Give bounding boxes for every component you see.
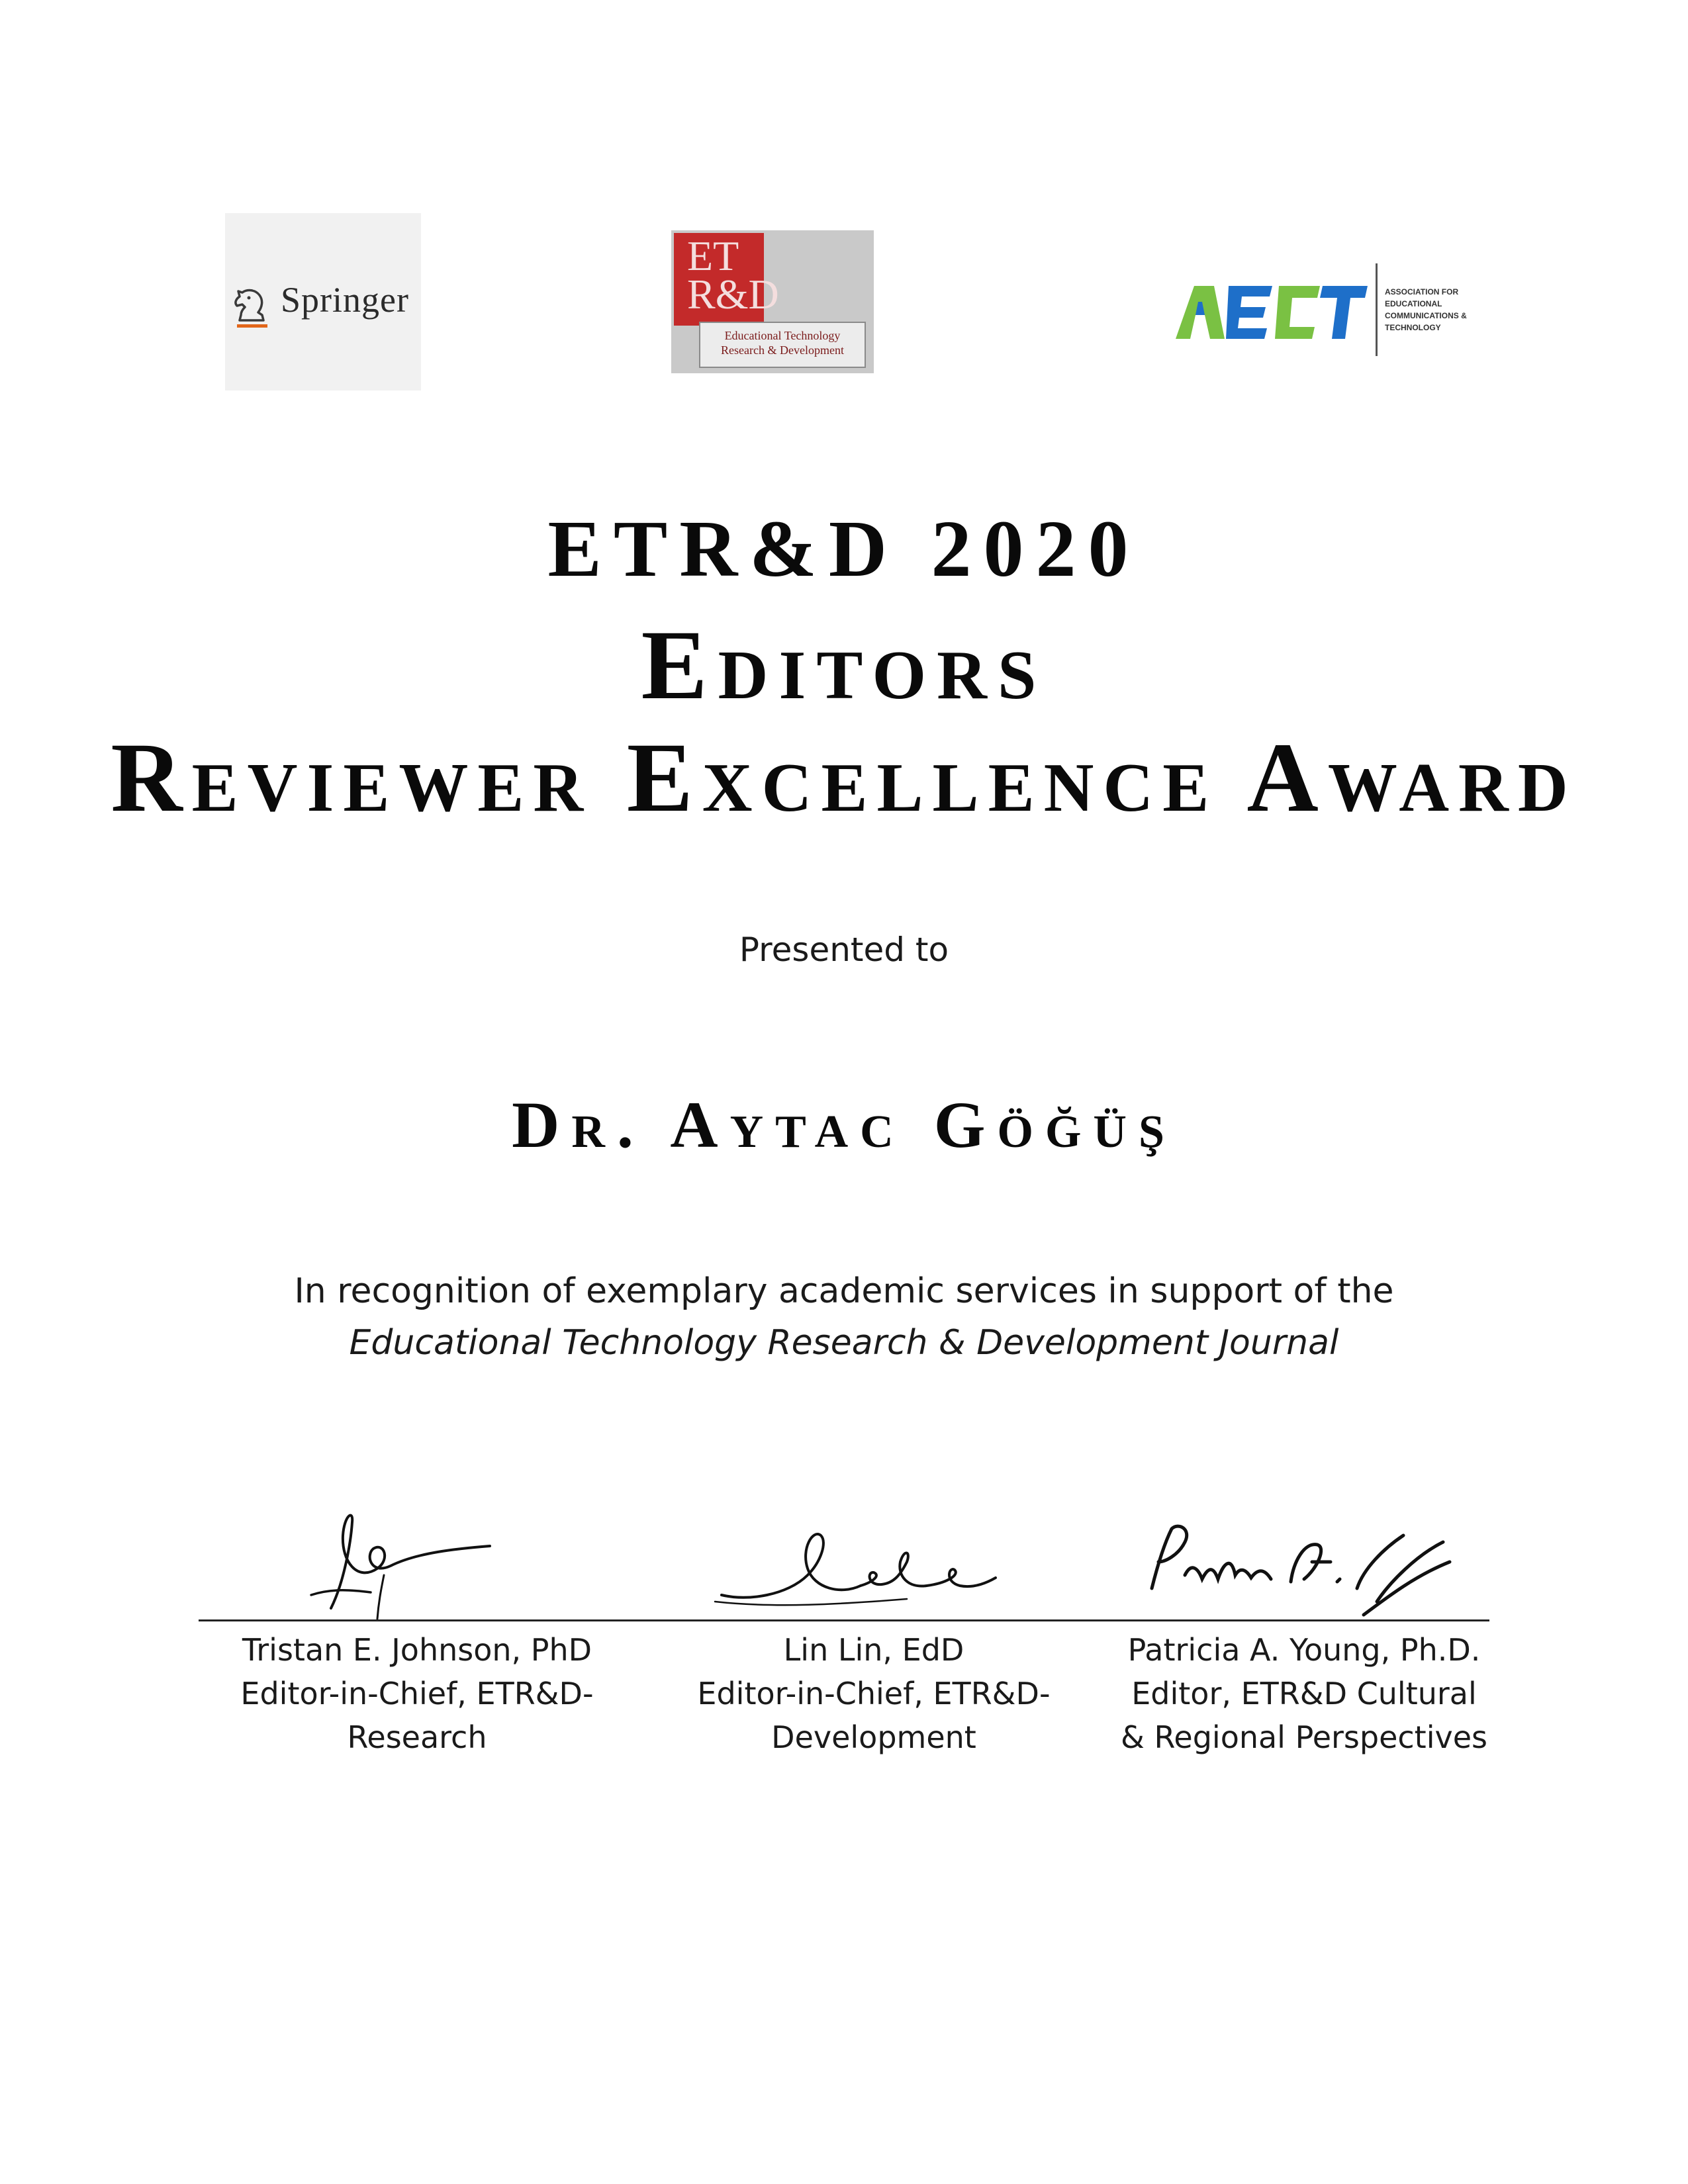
signer-block bbox=[1119, 1628, 1489, 1759]
etrd-letters-bottom: R&D bbox=[687, 271, 779, 318]
etrd-caption-box bbox=[699, 322, 866, 368]
signature-line bbox=[199, 1619, 1489, 1621]
aect-tagline-line4: TECHNOLOGY bbox=[1385, 323, 1441, 332]
springer-logo bbox=[225, 213, 421, 390]
etrd-letters bbox=[687, 232, 779, 318]
aect-divider bbox=[1376, 263, 1378, 356]
aect-logo bbox=[1176, 263, 1467, 356]
award-title-name: Reviewer Excellence Award bbox=[111, 723, 1577, 833]
presented-to-label: Presented to bbox=[739, 931, 949, 969]
signer-role: Editor, ETR&D Cultural bbox=[1131, 1676, 1477, 1711]
recipient-name: Dr. Aytac Göğüş bbox=[512, 1088, 1176, 1161]
recognition-statement bbox=[0, 1265, 1688, 1369]
springer-wordmark: Springer bbox=[281, 280, 409, 320]
signer-role: Editor-in-Chief, ETR&D- bbox=[697, 1676, 1051, 1711]
etrd-caption-line2: Research & Development bbox=[721, 343, 844, 357]
chess-knight-icon bbox=[225, 279, 278, 332]
etrd-caption-line1: Educational Technology bbox=[724, 329, 841, 342]
signer-name: Tristan E. Johnson, PhD bbox=[242, 1632, 592, 1668]
aect-tagline bbox=[1385, 286, 1471, 334]
signer-role-continued: & Regional Perspectives bbox=[1121, 1719, 1487, 1755]
etrd-letters-top: ET bbox=[687, 232, 739, 279]
award-title-editors: Editors bbox=[641, 610, 1047, 720]
aect-tagline-line3: COMMUNICATIONS & bbox=[1385, 311, 1467, 320]
signer-role-continued: Development bbox=[771, 1719, 976, 1755]
award-title-year: ETR&D 2020 bbox=[547, 504, 1141, 594]
signer-role-continued: Research bbox=[347, 1719, 487, 1755]
signature-lin-lin bbox=[708, 1522, 1000, 1615]
signature-patricia-young bbox=[1139, 1516, 1456, 1628]
etrd-logo bbox=[671, 230, 874, 373]
signer-block bbox=[232, 1628, 602, 1759]
signer-name: Lin Lin, EdD bbox=[783, 1632, 964, 1668]
journal-name: Educational Technology Research & Development Journal bbox=[349, 1323, 1339, 1363]
signer-role: Editor-in-Chief, ETR&D- bbox=[240, 1676, 594, 1711]
signer-block bbox=[688, 1628, 1059, 1759]
recognition-line: In recognition of exemplary academic services in support of the bbox=[294, 1271, 1394, 1311]
signature-tristan-johnson bbox=[305, 1502, 503, 1621]
signer-name: Patricia A. Young, Ph.D. bbox=[1127, 1632, 1481, 1668]
aect-tagline-line1: ASSOCIATION FOR bbox=[1385, 287, 1459, 296]
aect-wordmark bbox=[1176, 286, 1368, 339]
aect-tagline-line2: EDUCATIONAL bbox=[1385, 299, 1442, 308]
etrd-caption bbox=[700, 328, 865, 357]
